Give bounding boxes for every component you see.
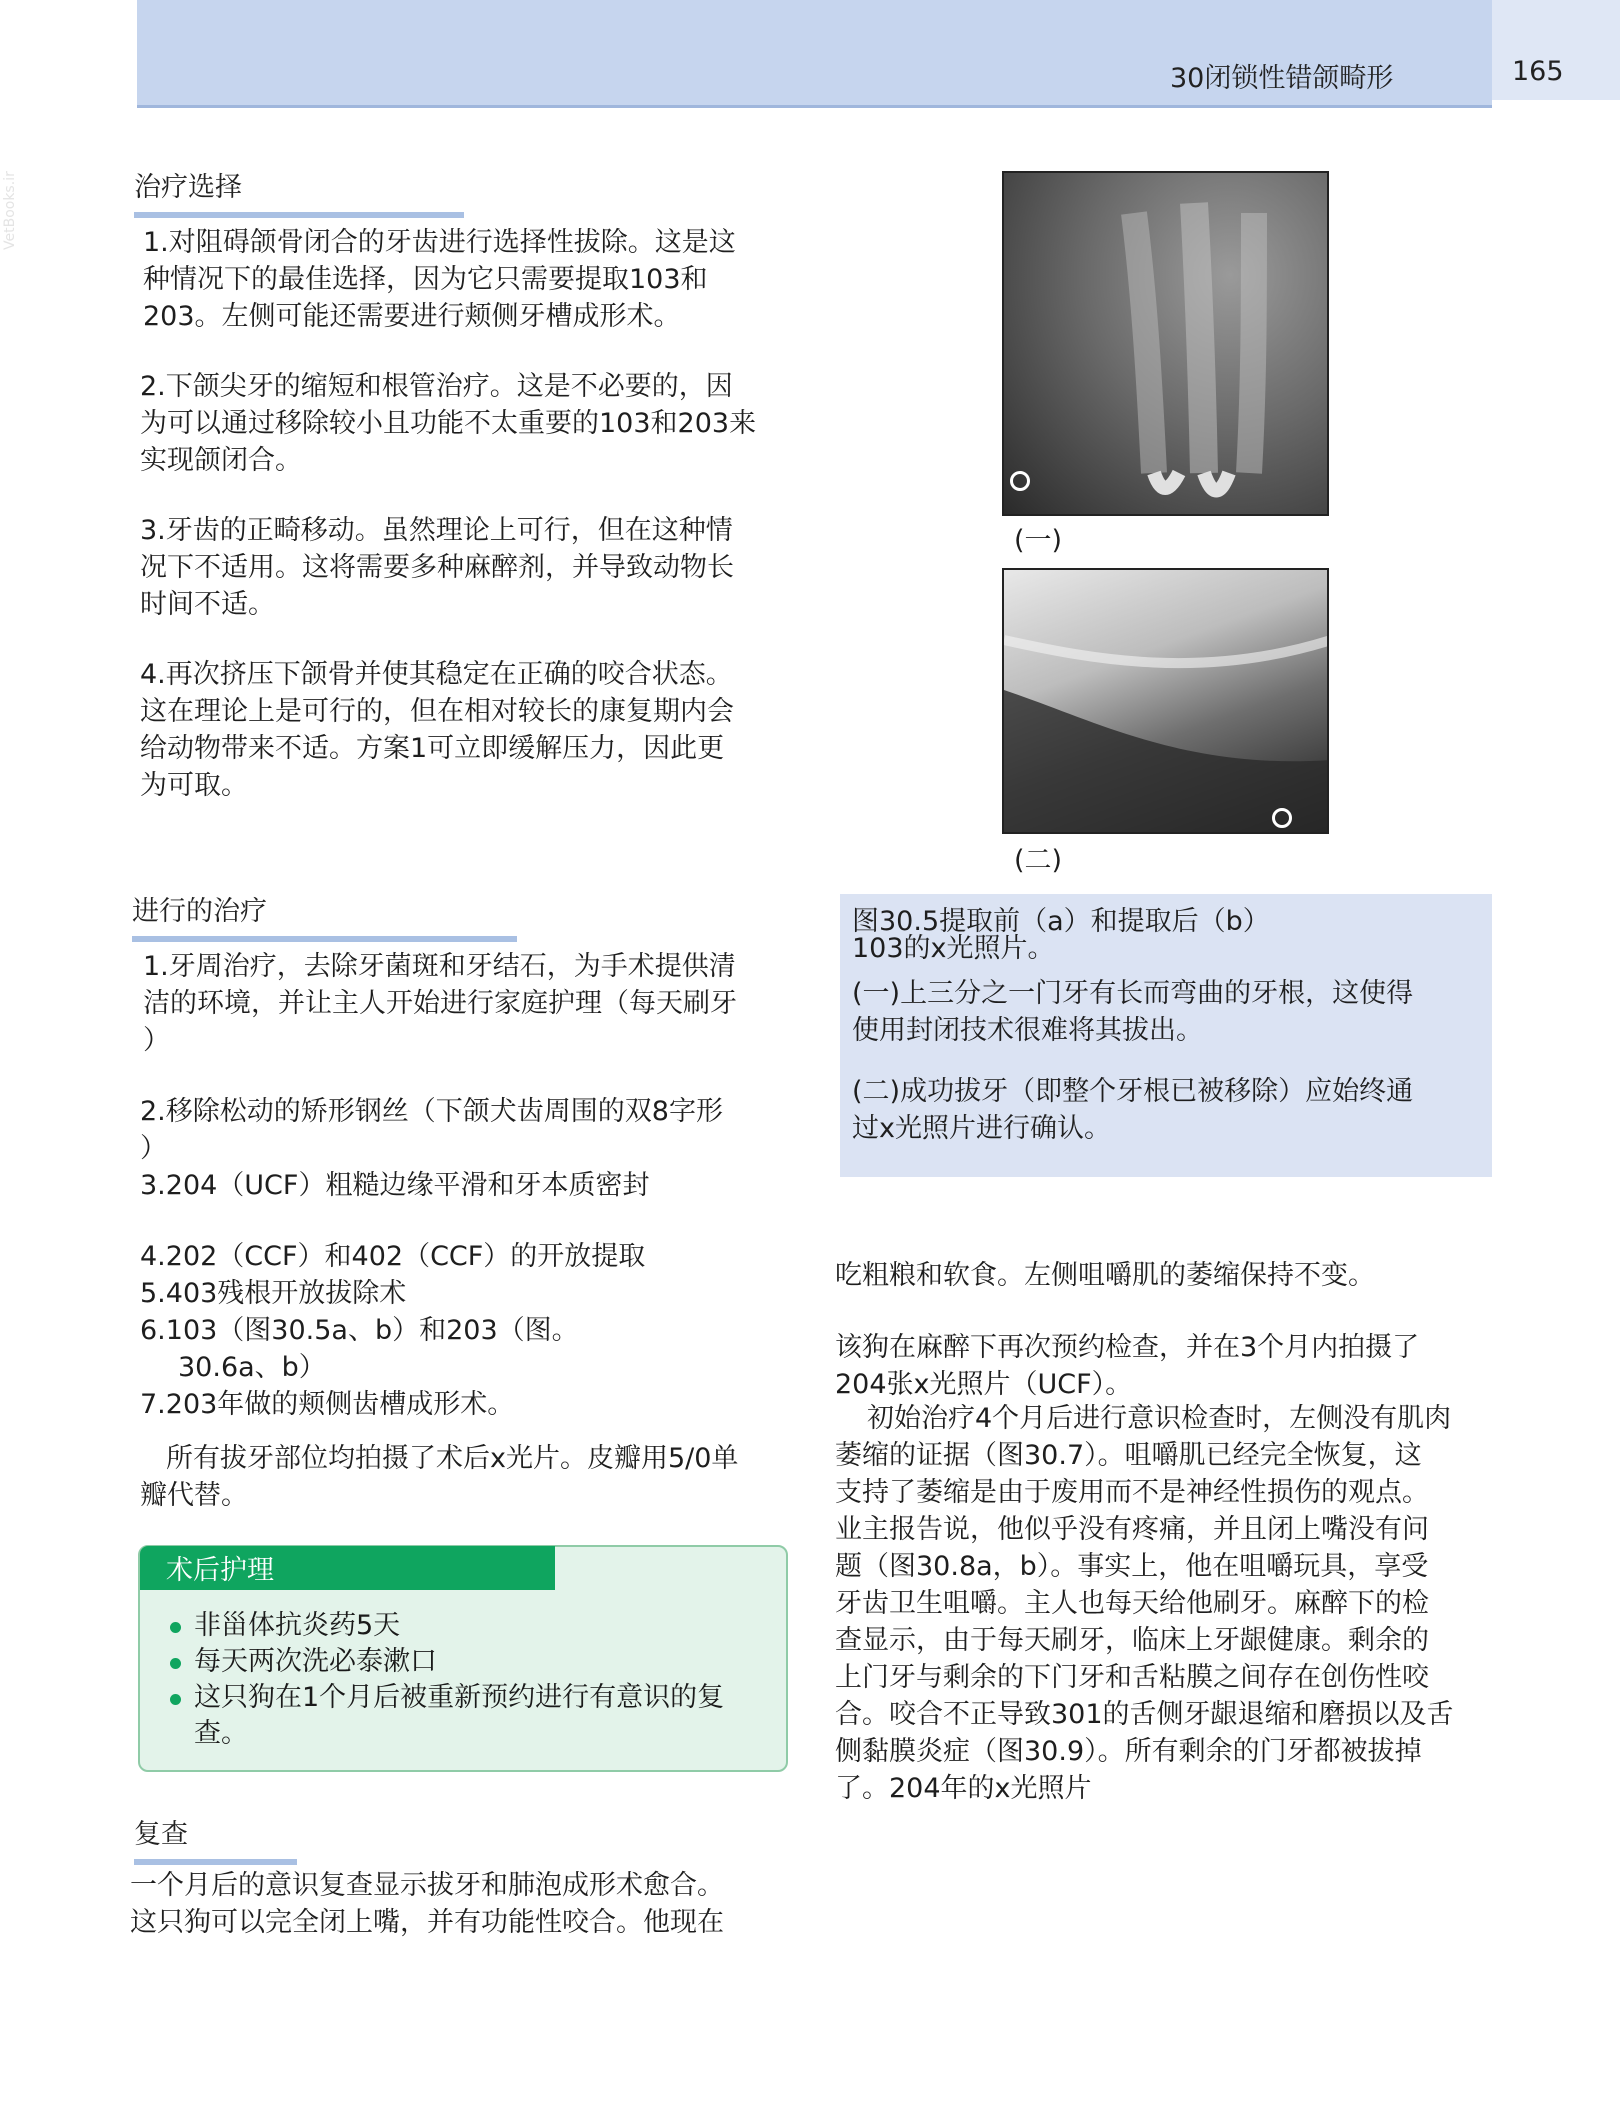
- figure-label-a: (一): [1014, 525, 1063, 556]
- figure-caption-title: 图30.5提取前（a）和提取后（b） 103的x光照片。: [852, 906, 1270, 964]
- section-heading-recheck: 复查: [134, 1812, 188, 1859]
- option-2: 2.下颌尖牙的缩短和根管治疗。这是不必要的，因 为可以通过移除较小且功能不太重要的103和203来 实现颌闭合。: [140, 371, 757, 476]
- section-heading-treatment-options: 治疗选择: [134, 165, 242, 212]
- post-care-title: 术后护理: [166, 1555, 274, 1586]
- post-care-item: 非甾体抗炎药5天: [170, 1608, 770, 1644]
- post-care-item: 这只狗在1个月后被重新预约进行有意识的复查。: [170, 1680, 770, 1752]
- recheck-text: 一个月后的意识复查显示拔牙和肺泡成形术愈合。 这只狗可以完全闭上嘴，并有功能性咬合。他现在: [130, 1870, 724, 1938]
- treatment-item-2: 2.移除松动的矫形钢丝（下颌犬齿周围的双8字形 ） 3.204（UCF）粗糙边缘平滑和牙本质密封: [140, 1096, 723, 1201]
- radiograph-marker-icon: [1010, 471, 1030, 491]
- option-4: 4.再次挤压下颌骨并使其稳定在正确的咬合状态。 这在理论上是可行的，但在相对较长的康复期内会 给动物带来不适。方案1可立即缓解压力，因此更 为可取。: [140, 659, 734, 801]
- treatment-item-3: 4.202（CCF）和402（CCF）的开放提取 5.403残根开放拔除术 6.103（图30.5a、b）和203（图。 30.6a、b） 7.203年做的颊侧齿槽成形术。: [140, 1241, 646, 1420]
- xray-image-after: [1002, 568, 1329, 834]
- xray-image-before: [1002, 171, 1329, 516]
- watermark: VetBooks.ir: [2, 171, 18, 250]
- treatment-note: 所有拔牙部位均拍摄了术后x光片。皮瓣用5/0单 瓣代替。: [140, 1443, 739, 1511]
- tooth-roots-illustration: [1004, 173, 1329, 516]
- radiograph-marker-icon: [1272, 808, 1292, 828]
- figure-caption-a: (一)上三分之一门牙有长而弯曲的牙根，这使得 使用封闭技术很难将其拔出。: [852, 978, 1414, 1046]
- option-1: 1.对阻碍颌骨闭合的牙齿进行选择性拔除。这是这 种情况下的最佳选择，因为它只需要提取103和 203。左侧可能还需要进行颊侧牙槽成形术。: [143, 227, 736, 332]
- post-care-list: [170, 1608, 770, 1752]
- option-3: 3.牙齿的正畸移动。虽然理论上可行，但在这种情 况下不适用。这将需要多种麻醉剂，并导致动物长 时间不适。: [140, 515, 734, 620]
- right-paragraph-1: 吃粗粮和软食。左侧咀嚼肌的萎缩保持不变。: [835, 1260, 1375, 1291]
- section-heading-treatment-performed: 进行的治疗: [132, 889, 267, 936]
- page-number: 165: [1512, 56, 1564, 87]
- post-care-item: 每天两次洗必泰漱口: [170, 1644, 770, 1680]
- right-paragraph-3: 初始治疗4个月后进行意识检查时，左侧没有肌肉 萎缩的证据（图30.7）。咀嚼肌已经完全恢复，这 支持了萎缩是由于废用而不是神经性损伤的观点。 业主报告说，他似乎没有疼痛，并且闭上嘴没有问 题（图30.8a，b）。事实上，他在咀嚼玩具，享受 牙齿卫生咀嚼。主人也每天给他刷牙。麻醉下的检 查显示，由于每天刷牙，临床上牙龈健康。剩余的 上门牙与剩余的下门牙和舌粘膜之间存在创伤性咬 合。咬合不正导致301的舌侧牙龈退缩和磨损以及舌 侧黏膜炎症（图30.9）。所有剩余的门牙都被拔掉 了。204年的x光照片: [835, 1403, 1454, 1804]
- right-paragraph-2: 该狗在麻醉下再次预约检查，并在3个月内拍摄了 204张x光照片（UCF）。: [835, 1332, 1420, 1400]
- treatment-item-1: 1.牙周治疗，去除牙菌斑和牙结石，为手术提供清 洁的环境，并让主人开始进行家庭护理（每天刷牙 ）: [143, 951, 737, 1056]
- chapter-title: 30闭锁性错颌畸形: [1170, 63, 1394, 94]
- figure-caption-b: (二)成功拔牙（即整个牙根已被移除）应始终通 过x光照片进行确认。: [852, 1076, 1414, 1144]
- figure-label-b: (二): [1014, 845, 1063, 876]
- jaw-illustration: [1004, 570, 1329, 834]
